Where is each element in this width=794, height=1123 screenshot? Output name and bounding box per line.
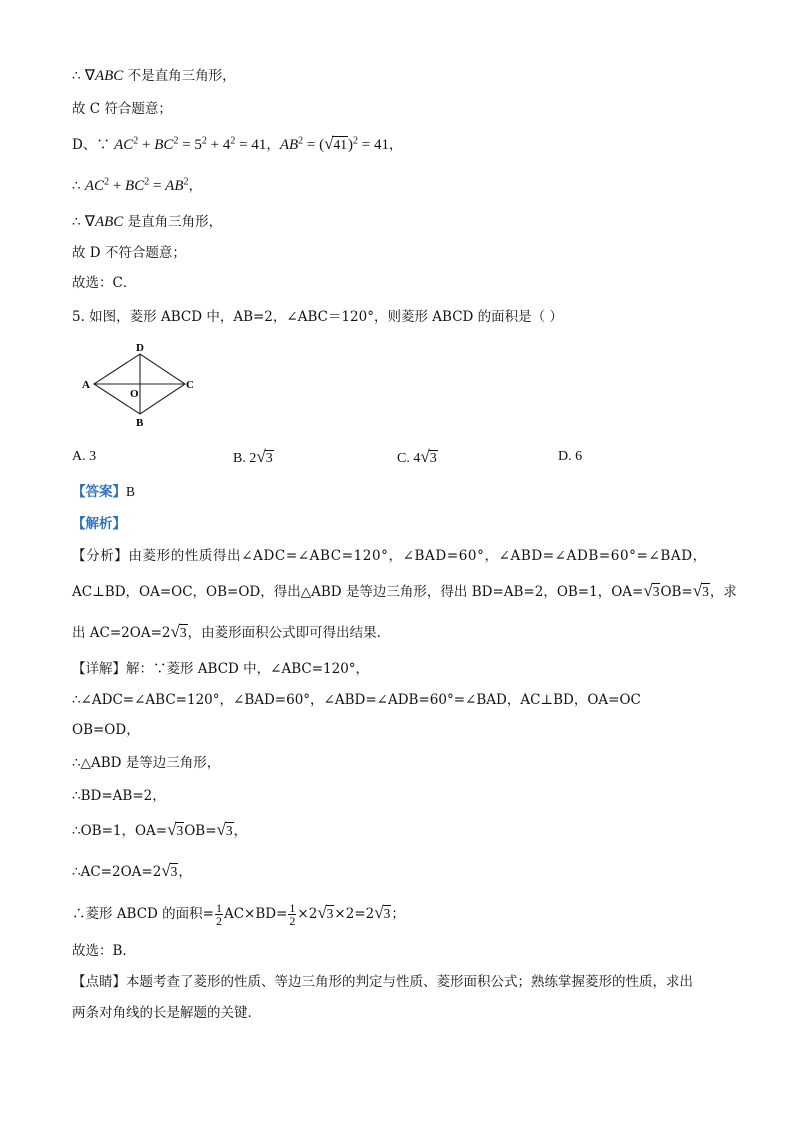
sqrt-3: √3 bbox=[161, 861, 178, 880]
comma: ， bbox=[266, 137, 280, 153]
xiangjie-line-6 bbox=[72, 820, 247, 841]
radicand: 41 bbox=[333, 137, 347, 152]
triangle-symbol: ∇ bbox=[84, 214, 95, 230]
radicand: 3 bbox=[179, 625, 187, 640]
comma: ， bbox=[188, 178, 202, 194]
xiangjie-line-7 bbox=[72, 861, 192, 882]
triangle-name: ABC bbox=[94, 214, 124, 230]
fenxi-tag: 【分析】 bbox=[72, 548, 129, 564]
numerator: 1 bbox=[289, 901, 296, 915]
analysis-tag: 【解析】 bbox=[72, 516, 126, 532]
dianjing-text: 本题考查了菱形的性质、等边三角形的判定与性质、菱形面积公式；熟练掌握菱形的性质，求出 bbox=[126, 974, 693, 990]
exponent: 2 bbox=[352, 135, 358, 147]
math-close-paren: ) bbox=[347, 137, 353, 153]
fenxi-line-2 bbox=[72, 581, 737, 602]
line-text: 不是直角三角形， bbox=[127, 68, 236, 84]
math-plus: + bbox=[138, 137, 155, 153]
fenxi-line-3 bbox=[72, 622, 390, 643]
option-c bbox=[397, 447, 438, 469]
label-a: A bbox=[82, 379, 90, 391]
fenxi-text: AC⊥BD，OA=OC，OB=OD，得出△ABD 是等边三角形，得出 BD=AB=2，OB=1，OA= bbox=[72, 584, 644, 600]
sqrt-3: √3 bbox=[643, 581, 660, 600]
math-eq-paren: = ( bbox=[303, 137, 325, 153]
math-ab: AB bbox=[165, 178, 184, 194]
xiangjie-line-9: 故选：B． bbox=[72, 943, 136, 959]
triangle-symbol: ∇ bbox=[84, 68, 95, 84]
line-not-right-triangle: ∴ ∇ABC 不是直角三角形， bbox=[72, 68, 236, 84]
math-bc: BC bbox=[125, 178, 145, 194]
answer-line bbox=[72, 482, 135, 502]
option-d-label: D. 6 bbox=[558, 449, 583, 464]
line-text: 是直角三角形， bbox=[127, 214, 223, 230]
sqrt-3: √3 bbox=[256, 447, 273, 466]
math-41: = 41 bbox=[235, 137, 267, 153]
xiangjie-text: ， bbox=[233, 823, 248, 839]
exponent: 2 bbox=[104, 176, 110, 188]
label-o: O bbox=[130, 388, 139, 400]
xiangjie-tag: 【详解】 bbox=[72, 661, 126, 677]
xiangjie-line-3: OB=OD， bbox=[72, 722, 140, 738]
dianjing-line-2: 两条对角线的长是解题的关键． bbox=[72, 1005, 261, 1021]
denominator: 2 bbox=[289, 914, 296, 928]
line-d-conclusion: 故 D 不符合题意； bbox=[72, 245, 186, 261]
line-c-conclusion: 故 C 符合题意； bbox=[72, 101, 172, 117]
xiangjie-text: ， bbox=[178, 864, 192, 880]
xiangjie-text: ∴菱形 ABCD 的面积= bbox=[72, 906, 214, 922]
sqrt-3: √3 bbox=[317, 903, 334, 922]
label-d: D bbox=[136, 342, 144, 354]
radicand: 3 bbox=[176, 823, 184, 838]
math-four: + 4 bbox=[206, 137, 231, 153]
radicand: 3 bbox=[326, 906, 334, 921]
xiangjie-text: ×2=2 bbox=[334, 906, 375, 922]
xiangjie-text: AC×BD= bbox=[223, 906, 288, 922]
sqrt-41: √41 bbox=[324, 134, 347, 153]
exponent: 2 bbox=[298, 135, 304, 147]
xiangjie-text: ； bbox=[391, 906, 405, 922]
dianjing-line-1 bbox=[72, 972, 693, 992]
math-ab: AB bbox=[279, 137, 299, 153]
exponent: 2 bbox=[230, 135, 236, 147]
sqrt-3: √3 bbox=[170, 622, 187, 641]
sqrt-3: √3 bbox=[692, 581, 709, 600]
line-d-condition bbox=[72, 134, 402, 155]
numerator: 1 bbox=[215, 901, 222, 915]
label-b: B bbox=[136, 417, 144, 429]
fraction-half bbox=[288, 902, 296, 927]
line-choose-c: 故选：C． bbox=[72, 275, 137, 291]
exponent: 2 bbox=[183, 176, 189, 188]
xiangjie-line-2: ∴∠ADC=∠ABC=120°，∠BAD=60°，∠ABD=∠ADB=60°=∠BAD，AC⊥BD，OA=OC bbox=[72, 692, 641, 708]
fenxi-text: OB= bbox=[660, 584, 693, 600]
radicand: 3 bbox=[652, 584, 660, 599]
xiangjie-text: ∴AC=2OA=2 bbox=[72, 864, 162, 880]
line-is-right-triangle: ∴ ∇ABC 是直角三角形， bbox=[72, 214, 223, 230]
fenxi-text: ，求 bbox=[709, 584, 737, 600]
math-ac: AC bbox=[84, 178, 105, 194]
sqrt-3: √3 bbox=[374, 903, 391, 922]
radicand: 3 bbox=[383, 906, 391, 921]
fraction-half bbox=[215, 902, 223, 927]
fenxi-text: ，由菱形面积公式即可得出结果． bbox=[187, 625, 391, 641]
radicand: 3 bbox=[225, 823, 233, 838]
math-41: = 41 bbox=[357, 137, 389, 153]
radicand: 3 bbox=[702, 584, 709, 599]
option-b-label: B. 2 bbox=[233, 451, 257, 466]
option-a-label: A. 3 bbox=[72, 449, 97, 464]
option-b bbox=[233, 447, 274, 469]
xiangjie-text: OB= bbox=[184, 823, 217, 839]
option-d bbox=[558, 447, 582, 467]
option-c-label: C. 4 bbox=[397, 451, 421, 466]
radicand: 3 bbox=[170, 864, 178, 879]
analysis-heading bbox=[72, 514, 126, 534]
xiangjie-line-1 bbox=[72, 659, 369, 679]
fenxi-line-1 bbox=[72, 546, 707, 566]
xiangjie-text: ×2 bbox=[297, 906, 318, 922]
radicand: 3 bbox=[265, 451, 273, 466]
exponent: 2 bbox=[201, 135, 207, 147]
answer-tag: 【答案】 bbox=[72, 484, 126, 500]
sqrt-3: √3 bbox=[216, 820, 233, 839]
fenxi-text: 由菱形的性质得出∠ADC=∠ABC=120°，∠BAD=60°，∠ABD=∠ADB=60°=∠BAD， bbox=[128, 548, 707, 564]
d-prefix: D、∵ bbox=[72, 137, 115, 153]
question-5-text: 5. 如图，菱形 ABCD 中，AB=2，∠ABC＝120°，则菱形 ABCD 的面积是（ ） bbox=[72, 309, 563, 325]
denominator: 2 bbox=[215, 914, 222, 928]
math-ac: AC bbox=[114, 137, 134, 153]
triangle-name: ABC bbox=[94, 68, 124, 84]
exponent: 2 bbox=[133, 135, 139, 147]
xiangjie-line-5: ∴BD=AB=2， bbox=[72, 788, 166, 804]
xiangjie-text: ∴OB=1，OA= bbox=[72, 823, 168, 839]
label-c: C bbox=[186, 379, 194, 391]
math-five: = 5 bbox=[178, 137, 202, 153]
dianjing-tag: 【点睛】 bbox=[72, 974, 126, 990]
answer-value: B bbox=[126, 484, 136, 499]
rhombus-figure bbox=[78, 340, 203, 430]
option-a bbox=[72, 447, 96, 467]
xiangjie-line-4: ∴△ABD 是等边三角形， bbox=[72, 755, 221, 771]
math-plus: + bbox=[109, 178, 126, 194]
sqrt-3: √3 bbox=[167, 820, 184, 839]
exponent: 2 bbox=[144, 176, 150, 188]
fenxi-text: 出 AC=2OA=2 bbox=[72, 625, 171, 641]
comma: ， bbox=[388, 137, 403, 153]
exponent: 2 bbox=[173, 135, 179, 147]
sqrt-3: √3 bbox=[420, 447, 437, 466]
xiangjie-text: 解：∵菱形 ABCD 中，∠ABC=120°， bbox=[126, 661, 370, 677]
line-pythagoras: ∴ $AC^2 + BC^2 = AB^2$， bbox=[72, 176, 202, 194]
radicand: 3 bbox=[429, 451, 437, 466]
math-eq: = bbox=[149, 178, 166, 194]
xiangjie-line-8 bbox=[72, 902, 405, 927]
math-bc: BC bbox=[154, 137, 174, 153]
